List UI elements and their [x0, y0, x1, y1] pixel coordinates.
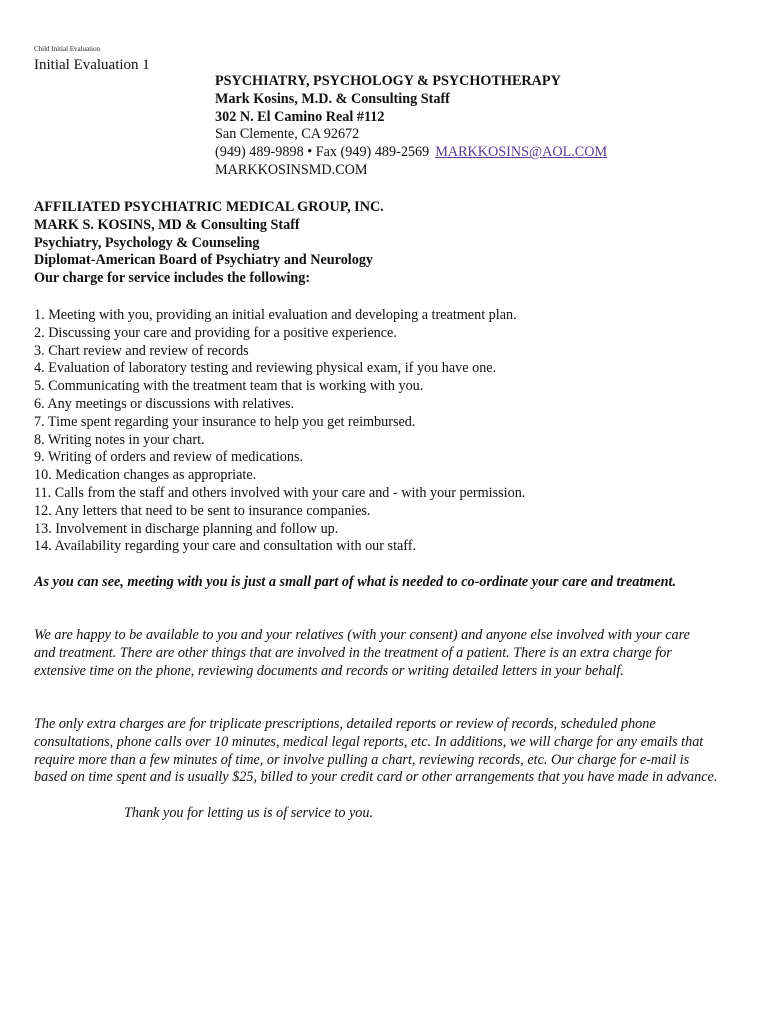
list-item: 7. Time spent regarding your insurance to help you get reimbursed.	[34, 413, 416, 430]
affiliation-block	[34, 199, 734, 288]
letterhead	[215, 73, 755, 180]
paragraph-extra-charges: The only extra charges are for triplicate prescriptions, detailed reports or review of records, scheduled phone consultations, phone calls over 10 minutes, medical legal reports, etc. In additions, we will charge for any emails that require more than a few minutes of time, or involve pulling a chart, reviewing records, etc. Our charge for e-mail is based on time spent and is usually $25, billed to your credit card or other arrangements that you have made in advance.	[34, 716, 718, 786]
list-item: 13. Involvement in discharge planning and follow up.	[34, 520, 339, 537]
city-state-zip: San Clemente, CA 92672	[215, 126, 360, 143]
list-item: 8. Writing notes in your chart.	[34, 431, 205, 448]
closing-thanks: Thank you for letting us is of service to you.	[124, 805, 374, 821]
affiliation-doctor: MARK S. KOSINS, MD & Consulting Staff	[34, 216, 300, 233]
services-list	[34, 307, 744, 556]
emphasis-statement: As you can see, meeting with you is just a small part of what is needed to co-ordinate your care and treatment.	[34, 574, 677, 590]
list-item: 11. Calls from the staff and others involved with your care and - with your permission.	[34, 484, 526, 501]
list-item: 4. Evaluation of laboratory testing and reviewing physical exam, if you have one.	[34, 360, 497, 377]
list-item: 10. Medication changes as appropriate.	[34, 467, 257, 484]
list-item: 3. Chart review and review of records	[34, 342, 249, 359]
list-item: 9. Writing of orders and review of medications.	[34, 449, 304, 466]
specialties: Psychiatry, Psychology & Counseling	[34, 234, 260, 251]
paragraph-availability: We are happy to be available to you and your relatives (with your consent) and anyone else involved with your care and treatment. There are other things that are involved in the treatment of a patient. There is an extra charge for extensive time on the phone, reviewing documents and records or writing detailed letters in your behalf.	[34, 627, 690, 679]
contact-line	[215, 144, 755, 162]
list-item: 5. Communicating with the treatment team that is working with you.	[34, 378, 424, 395]
website: MARKKOSINSMD.COM	[215, 161, 368, 178]
email-link[interactable]: MARKKOSINS@AOL.COM	[435, 144, 608, 161]
services-intro: Our charge for service includes the following:	[34, 270, 311, 287]
doctor-name: Mark Kosins, M.D. & Consulting Staff	[215, 90, 450, 107]
group-name: AFFILIATED PSYCHIATRIC MEDICAL GROUP, INC.	[34, 199, 384, 215]
list-item: 14. Availability regarding your care and consultation with our staff.	[34, 538, 417, 555]
running-head: Child Initial Evaluation	[34, 45, 101, 53]
practice-name: PSYCHIATRY, PSYCHOLOGY & PSYCHOTHERAPY	[215, 73, 561, 89]
list-item: 6. Any meetings or discussions with relatives.	[34, 395, 295, 412]
board-certification: Diplomat-American Board of Psychiatry and Neurology	[34, 252, 374, 269]
list-item: 2. Discussing your care and providing for a positive experience.	[34, 324, 397, 341]
list-item: 12. Any letters that need to be sent to insurance companies.	[34, 502, 371, 519]
phone-fax: (949) 489-9898 • Fax (949) 489-2569	[215, 144, 430, 161]
document-title: Initial Evaluation 1	[34, 57, 150, 73]
list-item: 1. Meeting with you, providing an initial evaluation and developing a treatment plan.	[34, 307, 517, 323]
street-address: 302 N. El Camino Real #112	[215, 108, 385, 125]
